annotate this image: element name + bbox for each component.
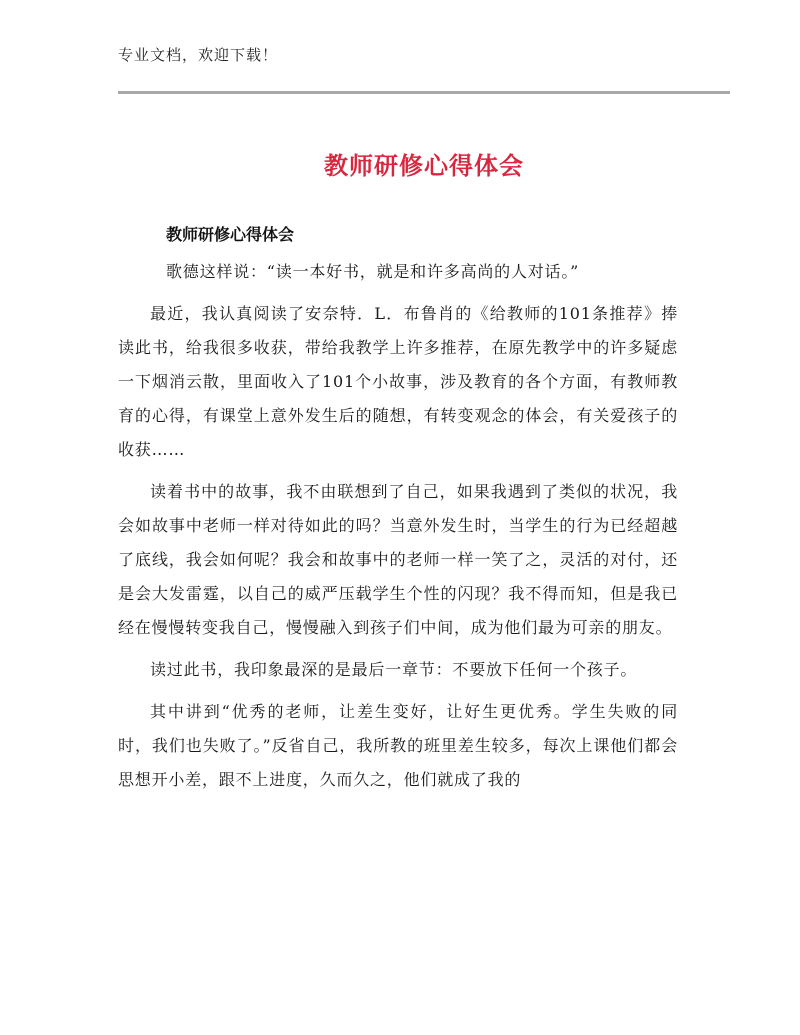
section-heading: 教师研修心得体会 xyxy=(166,225,295,244)
document-title: 教师研修心得体会 xyxy=(324,152,524,180)
header-divider xyxy=(118,91,730,94)
paragraph-quote: 歌德这样说：“读一本好书，就是和许多高尚的人对话。” xyxy=(166,262,580,281)
document-body xyxy=(118,255,678,805)
header-note: 专业文档，欢迎下载！ xyxy=(118,46,279,64)
paragraph: 读着书中的故事，我不由联想到了自己，如果我遇到了类似的状况，我会如故事中老师一样对待如此的吗？当意外发生时，当学生的行为已经超越了底线，我会如何呢？我会和故事中的老师一样一笑了之，灵活的对付，还是会大发雷霆，以自己的威严压载学生个性的闪现？我不得而知，但是我已经在慢慢转变我自己，慢慢融入到孩子们中间，成为他们最为可亲的朋友。 xyxy=(118,482,678,637)
paragraph: 最近，我认真阅读了安奈特．L．布鲁肖的《给教师的101条推荐》捧读此书，给我很多收获，带给我教学上许多推荐，在原先教学中的许多疑虑一下烟消云散，里面收入了101个小故事，涉及教育的各个方面，有教师教育的心得，有课堂上意外发生后的随想，有转变观念的体会，有关爱孩子的收获…… xyxy=(118,304,678,459)
paragraph: 读过此书，我印象最深的是最后一章节：不要放下任何一个孩子。 xyxy=(150,660,638,679)
paragraph: 其中讲到“优秀的老师，让差生变好，让好生更优秀。学生失败的同时，我们也失败了。”反省自己，我所教的班里差生较多，每次上课他们都会思想开小差，跟不上进度，久而久之，他们就成了我的 xyxy=(118,702,678,789)
